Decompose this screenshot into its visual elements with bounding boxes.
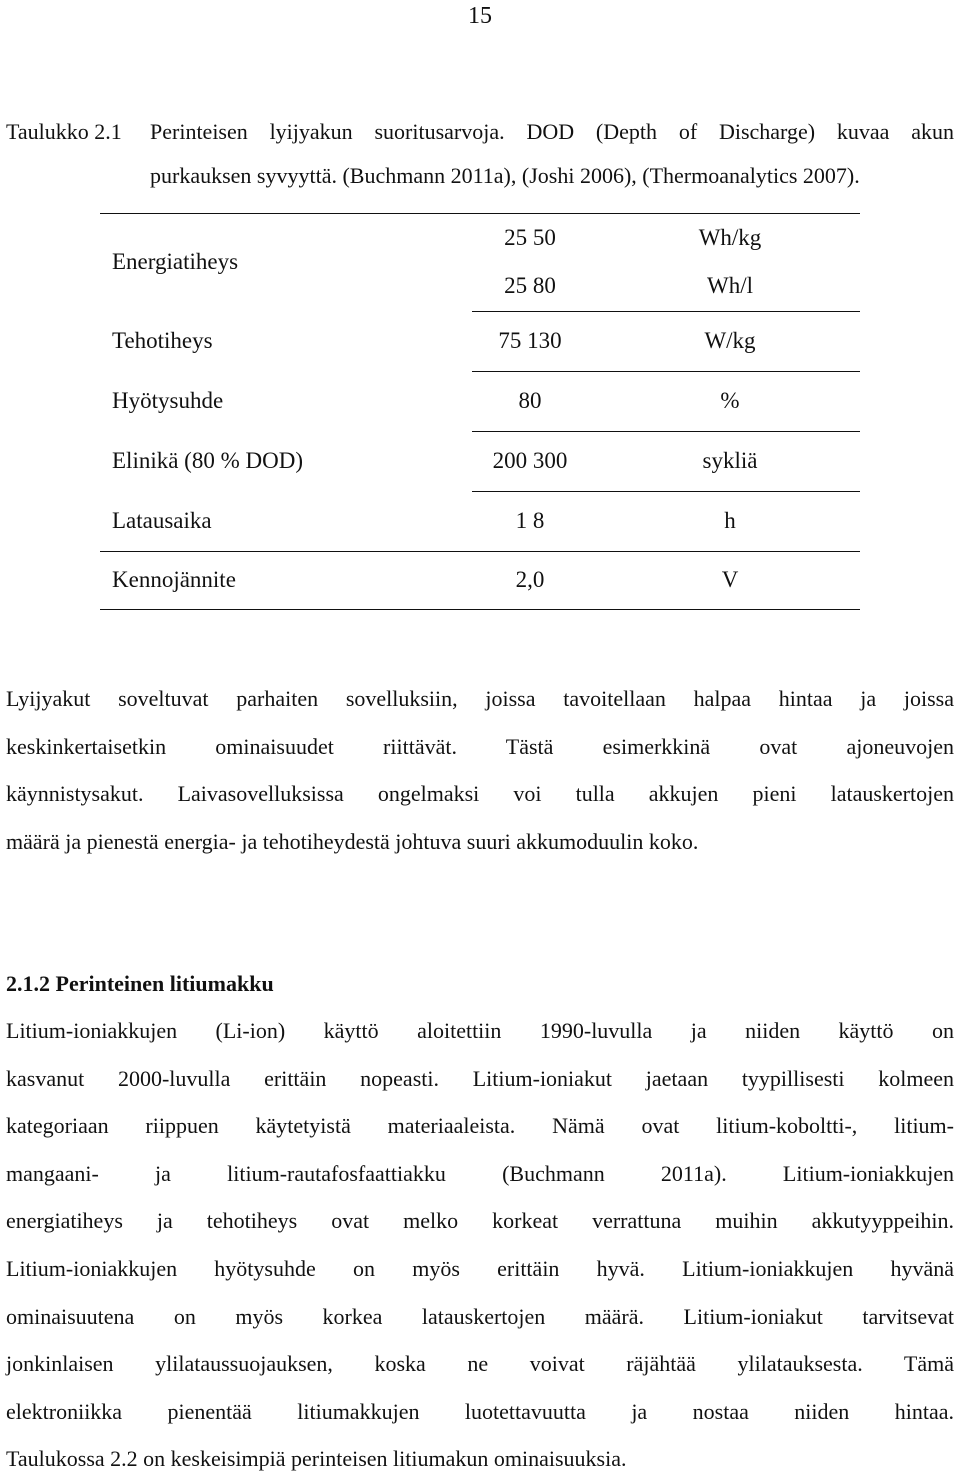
row-value: 75 130 <box>498 328 562 353</box>
paragraph-line: Taulukossa 2.2 on keskeisimpiä perinteisen litiumakun ominaisuuksia. <box>6 1446 627 1472</box>
section-heading: 2.1.2 Perinteinen litiumakku <box>6 971 274 996</box>
page-number: 15 <box>468 3 492 29</box>
row-unit: sykliä <box>702 448 758 473</box>
row-label: Hyötysuhde <box>112 388 224 413</box>
row-label: Kennojännite <box>112 567 236 592</box>
table-caption <box>6 110 954 198</box>
row-unit: W/kg <box>704 328 756 353</box>
paragraph-line: elektroniikka pienentää litiumakkujen luotettavuutta ja nostaa niiden hintaa. <box>6 1398 954 1424</box>
paragraph-line: keskinkertaisetkin ominaisuudet riittävät. Tästä esimerkkinä ovat ajoneuvojen <box>6 733 954 759</box>
paragraph-line: kategoriaan riippuen käytetyistä materiaaleista. Nämä ovat litium-koboltti-, litium- <box>6 1113 954 1139</box>
paragraph-line: Lyijyakut soveltuvat parhaiten sovelluksiin, joissa tavoitellaan halpaa hintaa ja joissa <box>6 686 954 711</box>
row-label: Elinikä (80 % DOD) <box>112 448 303 473</box>
row-label: Tehotiheys <box>112 328 213 353</box>
row-value: 80 <box>518 388 542 413</box>
table-row-lifetime <box>100 431 860 491</box>
caption-line-1: Perinteisen lyijyakun suoritusarvoja. DOD (Depth of Discharge) kuvaa akun <box>150 119 954 144</box>
table-row-power-density <box>100 311 860 371</box>
table-row-energy-density <box>100 213 860 311</box>
table-bottom-rule <box>100 609 860 610</box>
row-label: Latausaika <box>112 508 212 533</box>
paragraph-line: määrä ja pienestä energia- ja tehotiheydestä johtuva suuri akkumoduulin koko. <box>6 828 699 854</box>
row-unit: % <box>720 388 740 413</box>
paragraph-lead-acid <box>6 675 954 865</box>
unit-primary: Wh/kg <box>698 225 762 250</box>
paragraph-line: Litium-ioniakkujen (Li-ion) käyttö aloitettiin 1990-luvulla ja niiden käyttö on <box>6 1018 954 1043</box>
caption-line-2: purkauksen syvyyttä. (Buchmann 2011a), (Joshi 2006), (Thermoanalytics 2007). <box>150 163 860 188</box>
table-row-charge-time <box>100 491 860 551</box>
row-label: Energiatiheys <box>112 249 239 274</box>
row-value: 200 300 <box>492 448 568 473</box>
paragraph-line: energiatiheys ja tehotiheys ovat melko korkeat verrattuna muihin akkutyyppeihin. <box>6 1208 954 1234</box>
row-unit <box>600 213 860 311</box>
paragraph-line: mangaani- ja litium-rautafosfaattiakku (Buchmann 2011a). Litium-ioniakkujen <box>6 1160 954 1186</box>
performance-table <box>100 213 860 609</box>
row-value: 2,0 <box>515 567 545 592</box>
paragraph-line: Litium-ioniakkujen hyötysuhde on myös erittäin hyvä. Litium-ioniakkujen hyvänä <box>6 1255 954 1281</box>
paragraph-line: kasvanut 2000-luvulla erittäin nopeasti. Litium-ioniakut jaetaan tyypillisesti kolmeen <box>6 1065 954 1091</box>
table-row-cell-voltage <box>100 551 860 609</box>
table-row-efficiency <box>100 371 860 431</box>
row-unit: V <box>721 567 739 592</box>
paragraph-line: jonkinlaisen ylilataussuojauksen, koska ne voivat räjähtää ylilatauksesta. Tämä <box>6 1351 954 1377</box>
paragraph-line: ominaisuutena on myös korkea latauskertojen määrä. Litium-ioniakut tarvitsevat <box>6 1303 954 1329</box>
row-value <box>460 213 600 311</box>
row-value: 1 8 <box>515 508 545 533</box>
paragraph-lithium-ion <box>6 1007 954 1483</box>
caption-label: Taulukko 2.1 <box>6 119 122 144</box>
unit-secondary: Wh/l <box>707 273 753 298</box>
paragraph-line: käynnistysakut. Laivasovelluksissa ongelmaksi voi tulla akkujen pieni latauskertojen <box>6 781 954 807</box>
row-unit: h <box>724 508 736 533</box>
value-primary: 25 50 <box>504 225 556 250</box>
value-secondary: 25 80 <box>504 273 556 298</box>
